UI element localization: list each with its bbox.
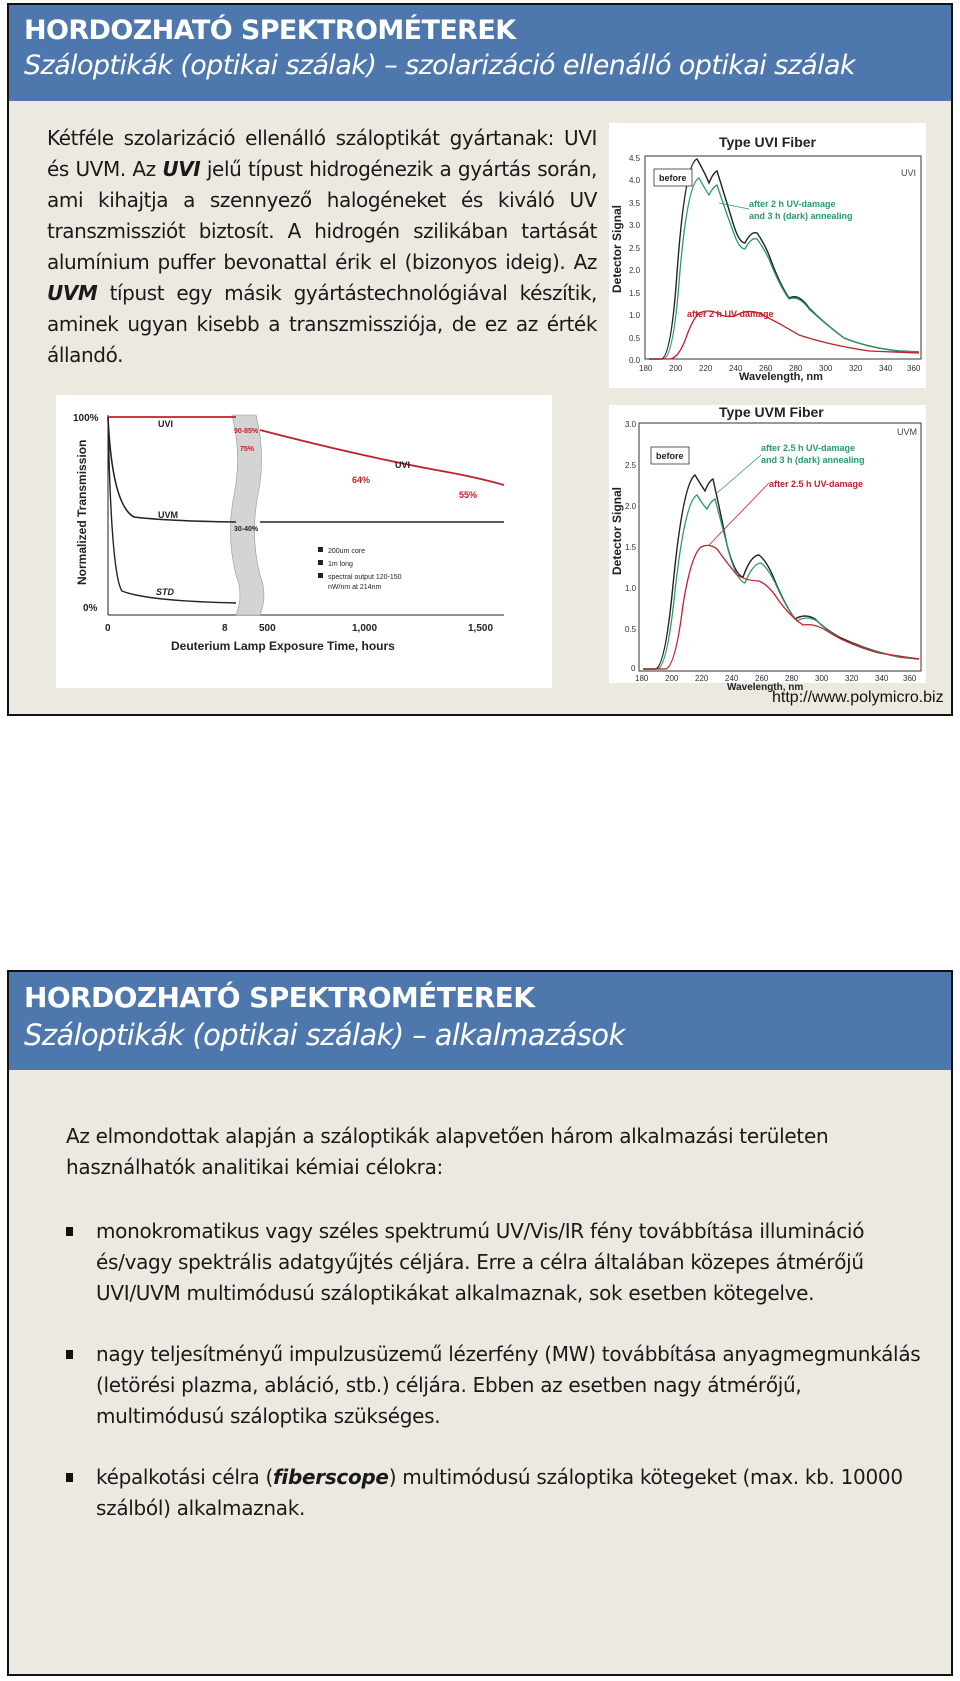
x-tick: 200 [669, 364, 683, 373]
legend-item: 1m long [328, 561, 353, 568]
y-tick: 4.5 [629, 154, 641, 163]
x-tick: 220 [695, 674, 709, 683]
slide-subtitle: Száloptikák (optikai szálak) – alkalmazások [24, 1018, 625, 1052]
uvi-curve-late [260, 430, 504, 485]
x-tick: 320 [849, 364, 863, 373]
x-tick: 320 [845, 674, 859, 683]
list-item-text: monokromatikus vagy széles spektrumú UV/Vis/IR fény továbbítása illumináció és/vagy spektrális adatgyűjtés céljára. Erre a célra általában közepes átmérőjű UVI/UVM multimódusú száloptikákat alkalmaznak, sok esetben kötegelve. [96, 1219, 865, 1305]
range-55-label: 55% [459, 490, 478, 500]
y-axis-label: Normalized Transmission [75, 439, 89, 585]
annealed-label-line2: and 3 h (dark) annealing [761, 455, 865, 465]
x-tick: 240 [725, 674, 739, 683]
annealed-curve [643, 495, 919, 669]
x-tick: 8 [222, 623, 228, 634]
intro-paragraph: Az elmondottak alapján a száloptikák alapvetően három alkalmazási területen használhatók analitikai kémiai célokra: [66, 1124, 829, 1179]
paragraph-part-2: jelű típust hidrogénezik a gyártás során, ami kihajtja a szennyező halogéneket és kiváló UV transzmissziót biztosít. A hidrogén szilikában tartását alumínium puffer bevonattal érik el (bizonyos ideig). Az [47, 157, 597, 274]
x-axis-label: Wavelength, nm [739, 371, 823, 383]
damaged-label: after 2 h UV-damage [687, 309, 774, 319]
legend-item: 200um core [328, 548, 365, 555]
square-bullet-icon [66, 1227, 73, 1236]
y-tick: 1.0 [629, 311, 641, 320]
slide-subtitle: Száloptikák (optikai szálak) – szolarizáció ellenálló optikai szálak [24, 50, 855, 81]
annealed-label-line1: after 2.5 h UV-damage [761, 443, 856, 453]
range-90-85-label: 90-85% [234, 428, 259, 435]
x-tick: 220 [699, 364, 713, 373]
paragraph-part-1: Kétféle szolarizáció ellenálló száloptikát gyártanak: UVI és UVM. Az [47, 126, 597, 181]
x-tick: 300 [815, 674, 829, 683]
x-tick: 340 [875, 674, 889, 683]
axis-break-band [230, 415, 264, 615]
source-credit: http://www.polymicro.biz [772, 689, 944, 706]
y-tick: 3.0 [629, 221, 641, 230]
figure-title: Type UVM Fiber [719, 404, 824, 420]
y-tick: 0.5 [629, 334, 641, 343]
x-tick: 280 [789, 364, 803, 373]
y-tick: 2.5 [625, 461, 637, 470]
before-curve [643, 475, 919, 669]
std-label: STD [156, 587, 174, 597]
slide-applications [7, 970, 953, 1676]
y-tick-bottom: 0% [83, 603, 98, 614]
list-item-text-a: képalkotási célra ( [96, 1465, 274, 1489]
uvi-fiber-spectrum-figure [609, 123, 926, 388]
y-tick-top: 100% [73, 413, 99, 424]
x-tick: 360 [903, 674, 917, 683]
x-tick: 200 [665, 674, 679, 683]
y-tick: 0.0 [629, 356, 641, 365]
x-tick: 300 [819, 364, 833, 373]
list-item [66, 1462, 926, 1524]
before-label: before [659, 173, 687, 183]
legend-bullet [318, 547, 323, 552]
list-item-text-c: ) multimódusú száloptika kötegeket (max. kb. 10000 szálból) alkalmaznak. [96, 1465, 903, 1520]
uvi-left-label: UVI [158, 419, 174, 429]
y-tick: 2.5 [629, 244, 641, 253]
y-tick: 2.0 [625, 502, 637, 511]
figure-title: Type UVI Fiber [719, 134, 816, 150]
legend-bullet [318, 560, 323, 565]
x-tick: 340 [879, 364, 893, 373]
square-bullet-icon [66, 1350, 73, 1359]
slide-title: HORDOZHATÓ SPEKTROMÉTEREK [24, 15, 516, 46]
y-tick: 0 [631, 664, 636, 673]
legend-item: spectral output 120-150 [328, 574, 402, 581]
x-tick: 180 [639, 364, 653, 373]
y-tick: 2.0 [629, 266, 641, 275]
y-tick: 3.5 [629, 199, 641, 208]
uvi-term: UVI [162, 157, 201, 181]
uvm-term: UVM [47, 281, 98, 305]
application-list [66, 1216, 926, 1554]
y-tick: 3.0 [625, 420, 637, 429]
square-bullet-icon [66, 1473, 73, 1482]
y-tick: 1.5 [629, 289, 641, 298]
x-tick: 1,000 [352, 623, 378, 634]
annealed-pointer [717, 455, 761, 493]
range-30-40-label: 30-40% [234, 526, 259, 533]
before-label: before [656, 451, 684, 461]
x-tick: 240 [729, 364, 743, 373]
legend-bullet [318, 573, 323, 578]
x-tick: 1,500 [468, 623, 494, 634]
slide-header [9, 5, 951, 101]
annealed-label-line2: and 3 h (dark) annealing [749, 211, 853, 221]
uvi-right-label: UVI [395, 460, 411, 470]
range-75-label: 75% [240, 446, 255, 453]
y-axis-label: Detector Signal [610, 486, 624, 575]
damaged-label: after 2.5 h UV-damage [769, 479, 864, 489]
paragraph-part-3: típust egy másik gyártástechnológiával készítik, aminek ugyan kisebb a transzmissziója, de ez az érték állandó. [47, 281, 597, 367]
body-paragraph [47, 123, 597, 371]
range-64-label: 64% [352, 475, 371, 485]
list-item [66, 1216, 926, 1309]
x-axis-label: Wavelength, nm [727, 682, 804, 693]
y-axis-label: Detector Signal [610, 204, 624, 293]
damaged-curve [643, 545, 919, 669]
transmission-vs-exposure-figure [56, 395, 552, 688]
y-tick: 1.0 [625, 584, 637, 593]
legend-item: nW/nm at 214nm [328, 584, 382, 591]
x-tick: 360 [907, 364, 921, 373]
fiber-type-label: UVM [897, 427, 917, 437]
x-axis-label: Deuterium Lamp Exposure Time, hours [171, 639, 395, 653]
x-tick: 280 [785, 674, 799, 683]
x-tick: 260 [759, 364, 773, 373]
list-item-text: nagy teljesítményű impulzusüzemű lézerfény (MW) továbbítása anyagmegmunkálás (letörési plazma, abláció, stb.) céljára. Ebben az esetben nagy átmérőjű, multimódusú száloptika szükséges. [96, 1342, 921, 1428]
y-tick: 0.5 [625, 625, 637, 634]
x-tick: 500 [259, 623, 276, 634]
y-tick: 1.5 [625, 543, 637, 552]
uvm-fiber-spectrum-figure [609, 404, 926, 693]
slide-header [9, 972, 951, 1070]
y-tick: 4.0 [629, 176, 641, 185]
x-tick: 0 [105, 623, 111, 634]
fiberscope-term: fiberscope [273, 1465, 389, 1489]
x-tick: 180 [635, 674, 649, 683]
x-tick: 260 [755, 674, 769, 683]
uvm-curve [108, 417, 236, 522]
fiber-type-label: UVI [901, 168, 917, 178]
slide-title: HORDOZHATÓ SPEKTROMÉTEREK [24, 981, 535, 1014]
slide-solarization [7, 3, 953, 716]
annealed-label-line1: after 2 h UV-damage [749, 199, 836, 209]
uvm-label: UVM [158, 510, 178, 520]
list-item [66, 1339, 926, 1432]
